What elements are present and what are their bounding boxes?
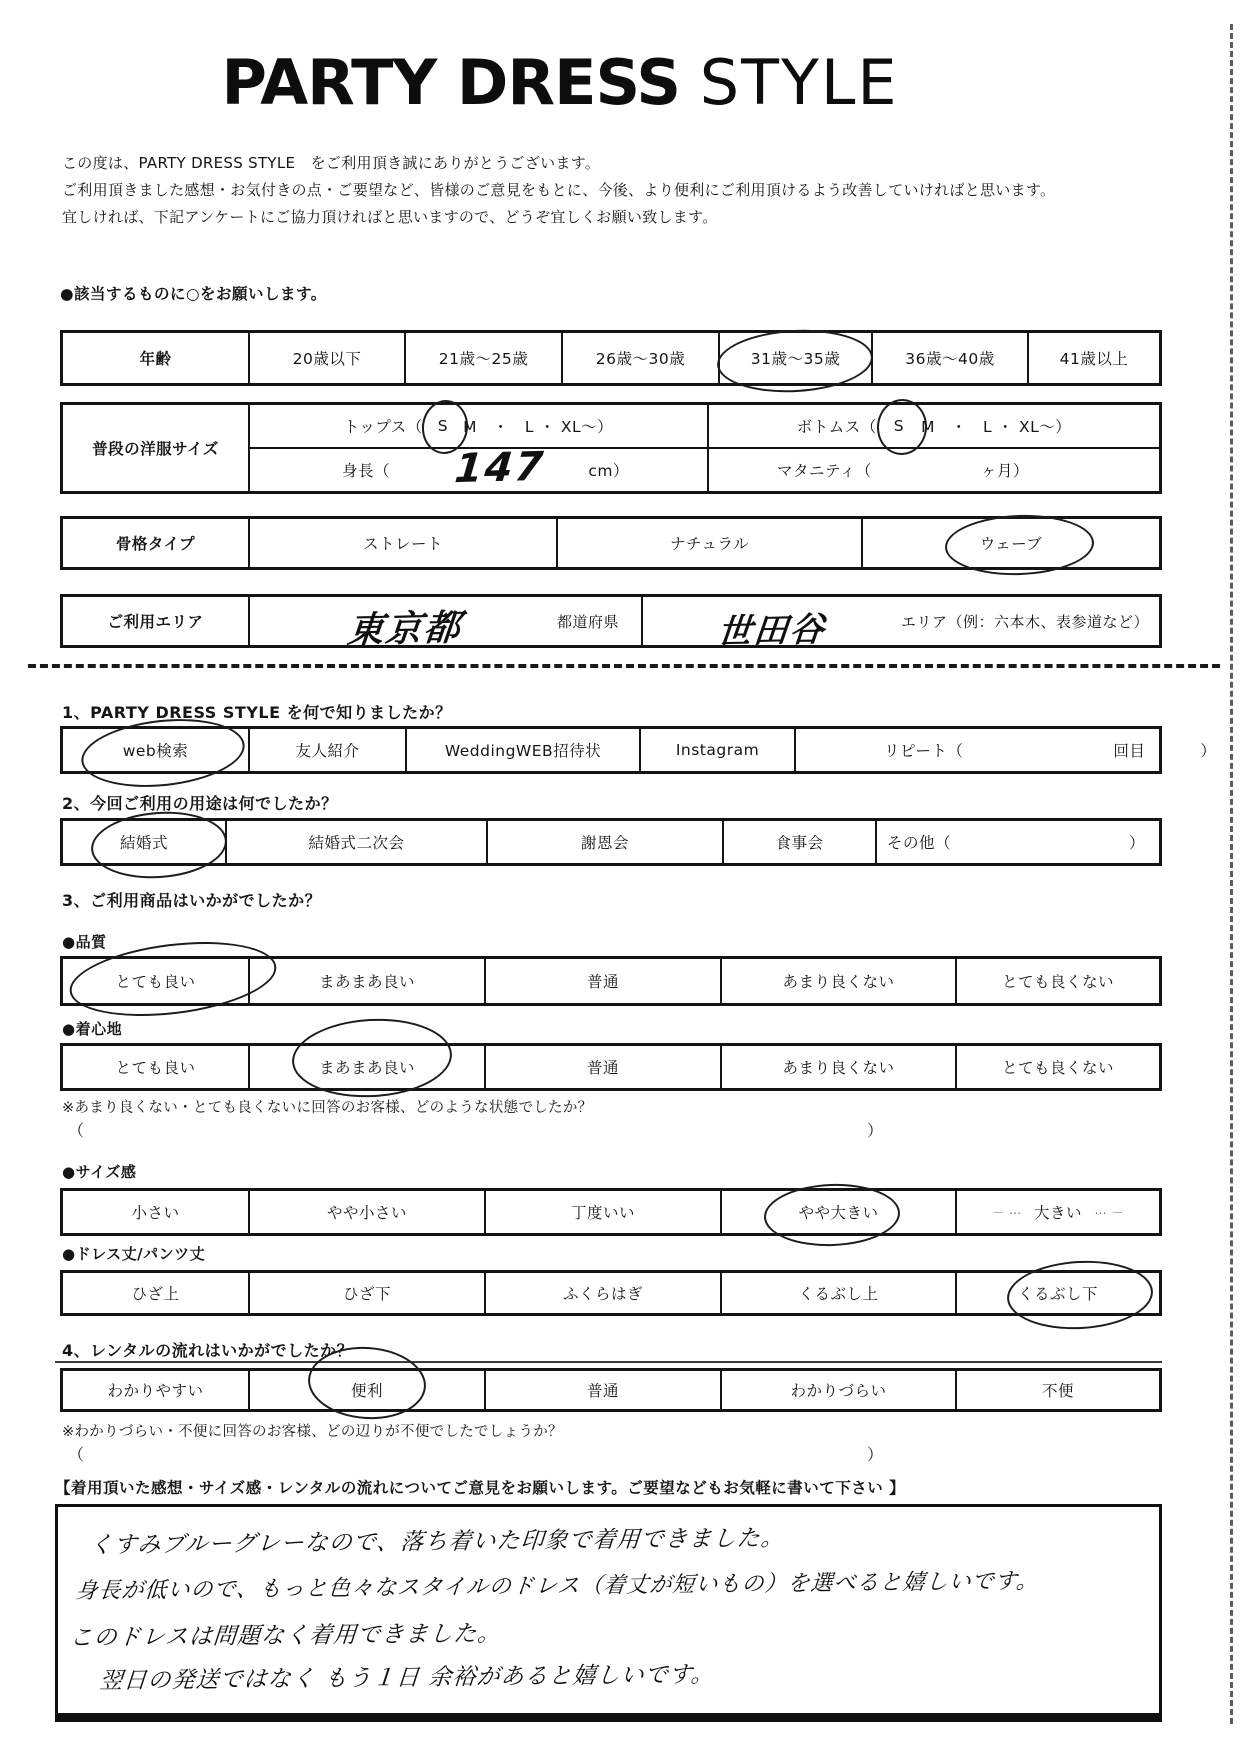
age-table	[60, 330, 1162, 386]
intro-line-3: 宜しければ、下記アンケートにご協力頂ければと思いますので、どうぞ宜しくお願い致します。	[62, 208, 718, 226]
length-option-above-ankle: くるぶし上	[720, 1273, 955, 1313]
q4-option-convenient-selected: 便利	[248, 1371, 484, 1409]
length-option-below-ankle-selected: くるぶし下	[955, 1273, 1159, 1313]
q2-option-afterparty: 結婚式二次会	[225, 821, 486, 863]
scan-edge-artifact	[1230, 24, 1233, 1724]
comfort-label: ●着心地	[62, 1020, 123, 1038]
comfort-note: ※あまり良くない・とても良くないに回答のお客様、どのような状態でしたか？	[62, 1100, 593, 1116]
comment-line-3: このドレスは問題なく着用できました。	[68, 1620, 503, 1652]
q4-note: ※わかりづらい・不便に回答のお客様、どの辺りが不便でしたでしょうか？	[62, 1424, 563, 1440]
comfort-option-bad: とても良くない	[955, 1046, 1159, 1088]
comfort-table	[60, 1043, 1162, 1091]
paren-open: （	[68, 1121, 85, 1140]
quality-option-verygood-selected: とても良い	[63, 959, 248, 1003]
tops-label: トップス（	[343, 418, 423, 436]
comfort-option-verygood: とても良い	[115, 1059, 196, 1077]
q1-option-instagram: Instagram	[639, 729, 794, 771]
prefecture-suffix-label: 都道府県	[556, 612, 619, 631]
q1-repeat-unit: 回目	[1113, 742, 1146, 760]
q1-option-friend: 友人紹介	[248, 729, 405, 771]
q4-underline-rule	[55, 1361, 1162, 1363]
length-table	[60, 1270, 1162, 1316]
sizefeel-option-small: 小さい	[131, 1204, 180, 1222]
size-label: 普段の洋服サイズ	[92, 440, 219, 458]
paren-close: ）	[866, 1445, 883, 1464]
q3-label: 3、ご利用商品はいかがでしたか？	[62, 891, 322, 910]
q4-table	[60, 1368, 1162, 1412]
q1-option-wedding-web: WeddingWEB招待状	[405, 729, 639, 771]
q1-option-web-selected: web検索	[63, 729, 248, 771]
q1-label: 1、PARTY DRESS STYLE を何で知りましたか？	[62, 703, 452, 722]
sizefeel-option-bitsmall: やや小さい	[248, 1191, 484, 1233]
instruction-note: ●該当するものに○をお願いします。	[60, 285, 327, 303]
q2-other-open: その他（	[887, 834, 952, 852]
length-option-above-knee: ひざ上	[131, 1285, 180, 1303]
paren-open: （	[68, 1445, 85, 1464]
length-label: ●ドレス丈/パンツ丈	[62, 1245, 206, 1263]
q1-option-repeat	[794, 729, 1234, 771]
height-unit: cm）	[588, 462, 629, 480]
quality-option-normal: 普通	[484, 959, 720, 1003]
skeleton-option-wave-selected: ウェーブ	[861, 519, 1159, 567]
sizefeel-label: ●サイズ感	[62, 1163, 137, 1181]
q2-option-dinner: 食事会	[722, 821, 875, 863]
intro-line-1: この度は、PARTY DRESS STYLE をご利用頂き誠にありがとうございます。	[62, 154, 601, 172]
bottoms-size-s-selected: S	[889, 417, 909, 435]
length-option-below-knee: ひざ下	[248, 1273, 484, 1313]
prefecture-cell	[248, 597, 641, 652]
intro-line-2: ご利用頂きました感想・お気付きの点・ご要望など、皆様のご意見をもとに、今後、より便利にご利用頂けるよう改善していければと思います。	[62, 181, 1056, 199]
area-example-label: エリア（例：六本木、表参道など）	[900, 612, 1149, 631]
quality-label: ●品質	[62, 933, 107, 951]
age-option-26-30: 26歳～30歳	[561, 333, 718, 383]
sizefeel-option-large: － ⋯ 大きい ⋯ －	[955, 1191, 1159, 1233]
q4-option-easy: わかりやすい	[107, 1382, 204, 1400]
length-option-calf: ふくらはぎ	[484, 1273, 720, 1313]
age-option-over41: 41歳以上	[1027, 333, 1159, 383]
q2-option-thanks-party: 謝恩会	[486, 821, 722, 863]
bottoms-size-rest: M ・ L ・ XL～）	[921, 418, 1072, 436]
bottoms-label: ボトムス（	[796, 418, 877, 436]
page-title-bold: PARTY DRESS	[221, 46, 680, 119]
maternity-unit: ヶ月）	[980, 462, 1029, 480]
age-option-under20: 20歳以下	[248, 333, 404, 383]
q4-answer-parens	[68, 1442, 883, 1465]
sizefeel-option-justright: 丁度いい	[484, 1191, 720, 1233]
prefecture-value-handwritten: 東京都	[345, 607, 464, 652]
height-row	[248, 443, 707, 493]
age-label: 年齢	[139, 350, 172, 368]
q1-repeat-open: リピート（	[884, 742, 964, 760]
comfort-answer-parens	[68, 1118, 883, 1141]
intro-paragraph	[62, 150, 1237, 231]
comment-line-1: くすみブルーグレーなので、落ち着いた印象で着用できました。	[88, 1525, 786, 1559]
skeleton-label: 骨格タイプ	[115, 535, 196, 553]
q2-other-close: ）	[1128, 834, 1145, 852]
height-label: 身長（	[342, 462, 391, 480]
tops-size-s-selected: S	[433, 417, 453, 435]
maternity-label: マタニティ（	[777, 462, 872, 480]
q1-table	[60, 726, 1217, 774]
comfort-option-notgood: あまり良くない	[720, 1046, 955, 1088]
skeleton-option-straight: ストレート	[248, 519, 556, 567]
paren-close: ）	[866, 1121, 883, 1140]
comments-box	[55, 1504, 1162, 1722]
q2-table	[60, 818, 1162, 866]
area-label: ご利用エリア	[107, 613, 204, 631]
quality-option-notgood: あまり良くない	[720, 959, 955, 1003]
bottoms-size-row	[707, 405, 1159, 447]
skeleton-type-table	[60, 516, 1162, 570]
page-title	[0, 46, 1120, 119]
comments-label: 【着用頂いた感想・サイズ感・レンタルの流れについてご意見をお願いします。ご要望などもお気軽に書いて下さい 】	[55, 1479, 906, 1497]
skeleton-option-natural: ナチュラル	[556, 519, 861, 567]
page-title-light: STYLE	[699, 46, 899, 119]
area-value-handwritten: 世田谷	[715, 609, 828, 653]
tops-size-rest: M ・ L ・ XL～）	[463, 418, 614, 436]
maternity-row	[707, 449, 1159, 491]
comment-line-2: 身長が低いので、もっと色々なスタイルのドレス（着丈が短いもの）を選べると嬉しいです。	[74, 1568, 1040, 1605]
height-value-handwritten: 147	[452, 443, 547, 493]
quality-option-good: まあまあ良い	[248, 959, 484, 1003]
size-table-right	[248, 405, 1159, 491]
q2-option-other	[875, 821, 1159, 863]
sizefeel-table	[60, 1188, 1162, 1236]
age-option-31-35-selected: 31歳～35歳	[718, 333, 871, 383]
quality-table	[60, 956, 1162, 1006]
comfort-option-normal: 普通	[484, 1046, 720, 1088]
q2-label: 2、今回ご利用の用途は何でしたか？	[62, 794, 338, 813]
sizefeel-option-bitlarge-selected: やや大きい	[720, 1191, 955, 1233]
comfort-option-good-selected: まあまあ良い	[248, 1046, 484, 1088]
q4-label: 4、レンタルの流れはいかがでしたか？	[62, 1341, 354, 1360]
tops-size-row	[248, 405, 707, 447]
area-detail-cell	[641, 597, 1159, 653]
q2-option-wedding-selected: 結婚式	[63, 821, 225, 863]
q1-repeat-close: ）	[1200, 742, 1217, 760]
age-option-21-25: 21歳～25歳	[404, 333, 561, 383]
q4-option-inconvenient: 不便	[955, 1371, 1159, 1409]
comment-line-4: 翌日の発送ではなく もう１日 余裕があると嬉しいです。	[98, 1661, 716, 1695]
q4-option-normal: 普通	[484, 1371, 720, 1409]
size-table	[60, 402, 1162, 494]
age-option-36-40: 36歳～40歳	[871, 333, 1027, 383]
q4-option-confusing: わかりづらい	[720, 1371, 955, 1409]
dashed-separator	[28, 664, 1220, 668]
usage-area-table	[60, 594, 1162, 653]
quality-option-bad: とても良くない	[955, 959, 1159, 1003]
